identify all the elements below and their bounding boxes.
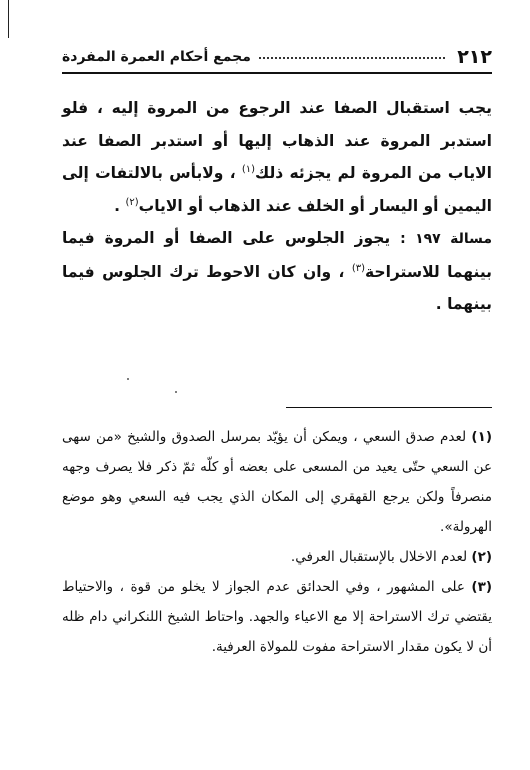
footnote-text: لعدم الاخلال بالإستقبال العرفي. xyxy=(290,549,472,565)
header-dot-leader xyxy=(259,56,445,59)
page-header xyxy=(62,44,492,70)
footnote xyxy=(62,422,492,542)
paragraph xyxy=(62,92,492,222)
footnote xyxy=(62,542,492,572)
text-run: . xyxy=(114,196,126,215)
masala-label: مسالة ١٩٧ : xyxy=(400,231,492,247)
footnote-number: (٣) xyxy=(471,579,492,595)
text-run: يجب استقبال الصفا عند الرجوع من المروة إليه ، فلو استدبر المروة عند الذهاب إليها أو استدبر الصفا عند الاياب من المروة لم يجزئه ذلك xyxy=(62,99,492,182)
footnote-ref: (١) xyxy=(241,163,256,175)
page-number: ٢١٢ xyxy=(457,46,492,68)
masala-paragraph xyxy=(62,222,492,321)
footnote-number: (١) xyxy=(471,429,492,445)
footnote-rule xyxy=(286,407,492,408)
text-run: يجوز الجلوس على الصفا أو المروة فيما بينهما للاستراحة xyxy=(62,229,492,281)
stray-dot xyxy=(175,391,177,393)
footnote-ref: (٣) xyxy=(351,262,365,274)
footnote-text: على المشهور ، وفي الحدائق عدم الجواز لا يخلو من قوة ، والاحتياط يقتضي ترك الاستراحة إلا مع الاعياء والجهد. واحتاط الشيخ اللنكراني دام ظله أن لا يكون مقدار الاستراحة مفوت للمولاة العرفية. xyxy=(62,579,492,655)
running-title: مجمع أحكام العمرة المفردة xyxy=(62,49,251,65)
stray-dot xyxy=(127,378,129,380)
main-text xyxy=(62,92,492,321)
footnote-text: لعدم صدق السعي ، ويمكن أن يؤيّد بمرسل الصدوق والشيخ «من سهى عن السعي حتّى يعيد من المسعى على بعضه أو كلّه ثمّ ذكر فلا يصرف وجهه منصرفاً ولكن يرجع القهقري إلى المكان الذي يجب فيه السعي وهو موضع الهرولة». xyxy=(62,429,492,535)
text-run: ، وان كان الاحوط ترك الجلوس فيما بينهما . xyxy=(62,262,492,313)
footnote-number: (٢) xyxy=(471,549,492,565)
margin-line xyxy=(8,0,9,38)
footnote xyxy=(62,572,492,662)
text-run: ، ولابأس بالالتفات إلى اليمين أو اليسار أو الخلف عند الذهاب أو الاياب xyxy=(62,164,492,215)
footnote-ref: (٢) xyxy=(125,196,139,208)
footnotes xyxy=(62,422,492,662)
header-rule xyxy=(62,72,492,74)
